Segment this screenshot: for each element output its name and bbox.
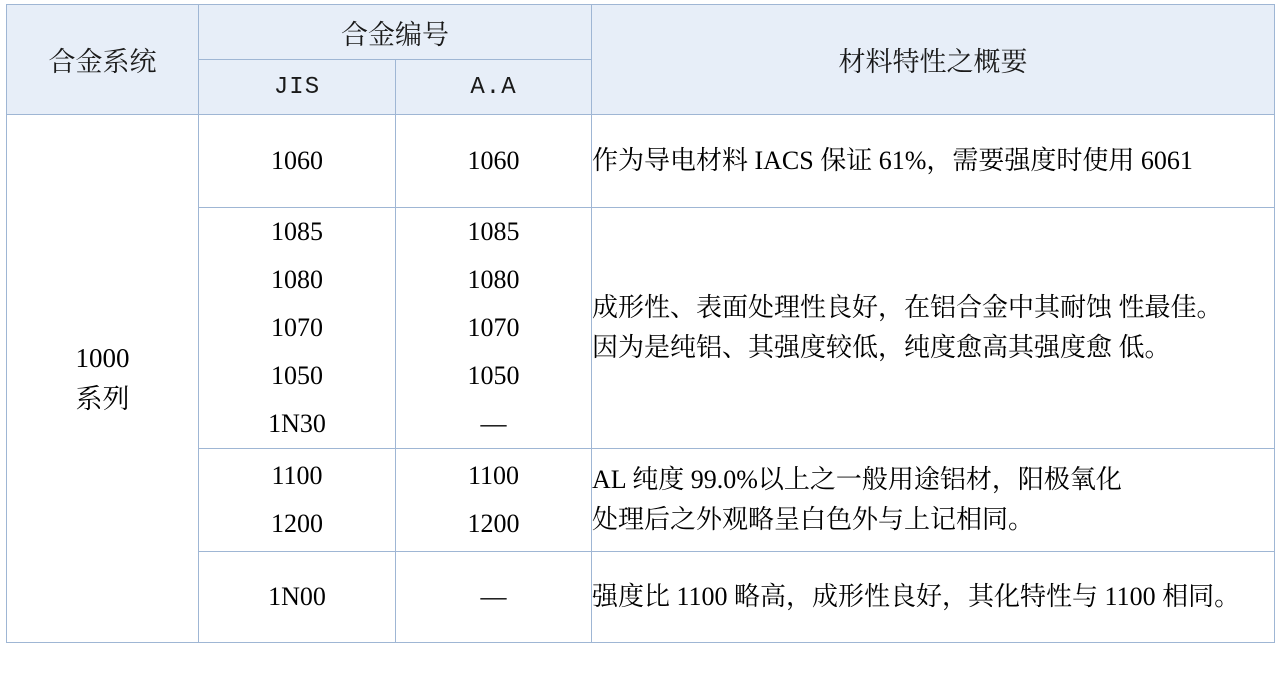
jis-code: 1100	[271, 461, 323, 491]
table-header	[7, 5, 1275, 115]
cell-description-group-1	[592, 115, 1275, 208]
description-line: 低。	[1118, 333, 1171, 363]
aa-code: —	[480, 582, 507, 612]
table-body	[7, 115, 1275, 643]
header-aa: A.A	[396, 60, 592, 115]
jis-code: 1060	[271, 145, 323, 175]
alloy-system-line-1: 1000	[75, 343, 130, 374]
description-line: AL 纯度 99.0%以上之一般用途铝材，阳极氧化	[592, 465, 1122, 495]
aa-code: 1100	[467, 461, 520, 491]
description-line: 因为是纯铝、其强度较低，纯度愈高其强度愈	[592, 333, 1113, 363]
alloy-specification-table	[6, 4, 1275, 643]
aa-code: 1080	[467, 265, 520, 295]
jis-code: 1N30	[268, 409, 326, 439]
cell-aa-group-2	[396, 208, 592, 449]
description-line: 1100 相同。	[1104, 582, 1241, 612]
cell-jis-group-4	[199, 552, 396, 643]
aa-code: —	[480, 409, 507, 439]
cell-alloy-system-1000	[7, 115, 199, 643]
jis-code: 1070	[271, 313, 323, 343]
cell-description-group-2	[592, 208, 1275, 449]
header-row-1	[7, 5, 1275, 60]
header-description: 材料特性之概要	[592, 5, 1275, 115]
jis-code: 1080	[271, 265, 323, 295]
aa-code: 1070	[467, 313, 520, 343]
cell-jis-group-1	[199, 115, 396, 208]
table-row	[7, 115, 1275, 208]
header-jis: JIS	[199, 60, 396, 115]
header-alloy-system: 合金系统	[7, 5, 199, 115]
jis-code: 1200	[271, 509, 323, 539]
cell-aa-group-4	[396, 552, 592, 643]
aa-code: 1050	[467, 361, 520, 391]
cell-aa-group-3	[396, 449, 592, 552]
description-line: 作为导电材料 IACS 保证 61%，需要强度时使用	[592, 145, 1135, 175]
aa-code: 1085	[467, 217, 520, 246]
jis-code: 1050	[271, 361, 323, 391]
aa-code: 1060	[467, 145, 520, 175]
cell-aa-group-1	[396, 115, 592, 208]
cell-description-group-3	[592, 449, 1275, 552]
description-line: 强度比 1100 略高，成形性良好，其化特性与	[592, 582, 1099, 612]
description-line: 性最佳。	[1118, 292, 1223, 322]
aa-code: 1200	[467, 509, 520, 539]
description-line: 6061	[1140, 145, 1193, 175]
cell-jis-group-3	[199, 449, 396, 552]
header-alloy-number: 合金编号	[199, 5, 592, 60]
description-line: 成形性、表面处理性良好，在铝合金中其耐蚀	[592, 292, 1113, 322]
jis-code: 1085	[271, 217, 323, 246]
description-line: 处理后之外观略呈白色外与上记相同。	[592, 505, 1035, 535]
cell-jis-group-2	[199, 208, 396, 449]
alloy-system-line-2: 系列	[75, 383, 130, 414]
jis-code: 1N00	[268, 582, 326, 612]
cell-description-group-4	[592, 552, 1275, 643]
